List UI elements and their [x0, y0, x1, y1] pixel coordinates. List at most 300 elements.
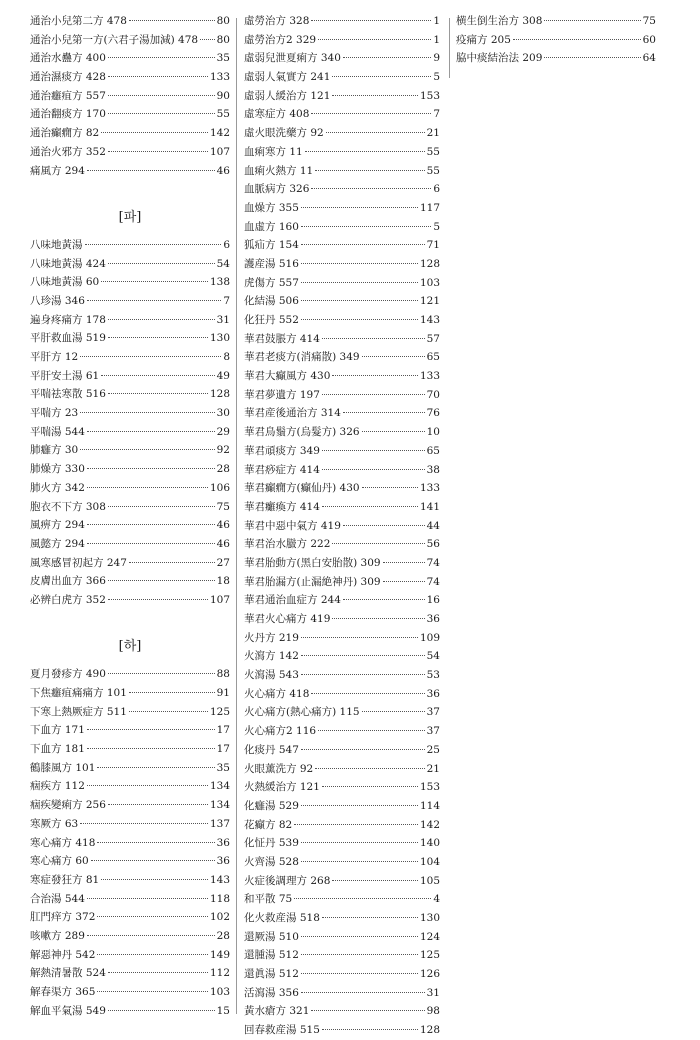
entry-title: 華君中惡中氣方 419	[244, 519, 341, 532]
dot-leader	[101, 879, 208, 880]
page-number: 124	[419, 930, 440, 943]
entry-title: 痛風方 294	[30, 164, 85, 177]
page-number: 44	[426, 519, 440, 532]
dot-leader	[101, 375, 214, 376]
entry-title: 下寒上熱厥症方 511	[30, 705, 127, 718]
dot-leader	[108, 57, 215, 58]
page-number: 35	[216, 761, 230, 774]
entry-title: 火症後調理方 268	[244, 874, 331, 887]
page-number: 1	[433, 15, 440, 27]
entry-title: 華君痧症方 414	[244, 463, 320, 476]
dot-leader	[322, 917, 418, 918]
dot-leader	[305, 151, 425, 152]
page-number: 104	[419, 855, 440, 868]
entry-title: 火瀉湯 543	[244, 669, 299, 682]
index-entry	[456, 49, 656, 68]
page-number: 134	[209, 780, 230, 793]
dot-leader	[301, 936, 418, 937]
entry-title: 虛弱人氣實方 241	[244, 71, 331, 84]
dot-leader	[544, 57, 640, 58]
page-number: 80	[216, 15, 230, 27]
dot-leader	[301, 244, 425, 245]
index-entry	[30, 554, 230, 573]
page-number: 35	[216, 52, 230, 65]
index-entry	[244, 348, 440, 367]
dot-leader	[318, 39, 431, 40]
index-entry	[244, 442, 440, 461]
index-entry	[244, 666, 440, 685]
dot-leader	[332, 618, 424, 619]
entry-title: 虛勞治方2 329	[244, 33, 317, 46]
dot-leader	[513, 39, 641, 40]
page-number: 21	[426, 762, 440, 775]
dot-leader	[362, 356, 425, 357]
dot-leader	[301, 300, 418, 301]
entry-title: 平肝安土湯 61	[30, 369, 100, 382]
page-number: 149	[209, 948, 230, 961]
page-number: 36	[426, 613, 440, 625]
dot-leader	[97, 767, 214, 768]
page-number: 28	[216, 929, 230, 942]
entry-title: 肛門痒方 372	[30, 911, 96, 924]
page-number: 7	[223, 294, 230, 307]
index-entry	[244, 778, 440, 797]
index-entry	[244, 330, 440, 349]
entry-title: 虛勞治方 328	[244, 15, 310, 27]
entry-title: 華君治水臌方 222	[244, 538, 331, 551]
entry-title: 通治癰疽方 557	[30, 89, 106, 102]
index-entry	[30, 385, 230, 404]
dot-leader	[311, 693, 424, 694]
entry-title: 寒厥方 63	[30, 817, 79, 830]
page-number: 107	[209, 593, 230, 606]
page-number: 125	[419, 949, 440, 962]
entry-title: 平喘湯 544	[30, 425, 85, 438]
page-number: 112	[209, 967, 230, 980]
dot-leader	[311, 188, 431, 189]
index-entry	[30, 815, 230, 834]
dot-leader	[108, 263, 215, 264]
index-entry	[244, 236, 440, 255]
dot-leader	[97, 954, 208, 955]
page-number: 106	[209, 481, 230, 494]
page-number: 90	[216, 89, 230, 102]
entry-title: 平喘祛寒散 516	[30, 388, 106, 401]
entry-title: 虛火眼洗藥方 92	[244, 127, 324, 140]
dot-leader	[315, 170, 424, 171]
page-number: 76	[426, 407, 440, 420]
entry-title: 寒心痛方 418	[30, 836, 96, 849]
entry-title: 寒心痛方 60	[30, 855, 89, 868]
dot-leader	[108, 972, 208, 973]
entry-title: 火齊湯 528	[244, 855, 299, 868]
entry-title: 通治小兒第一方(六君子湯加減) 478	[30, 33, 199, 46]
dot-leader	[322, 1029, 418, 1030]
page-number: 140	[419, 837, 440, 850]
dot-leader	[326, 132, 425, 133]
index-entry	[30, 105, 230, 124]
dot-leader	[108, 113, 215, 114]
dot-leader	[108, 673, 215, 674]
dot-leader	[87, 487, 208, 488]
index-entry	[30, 423, 230, 442]
entry-title: 皮膚出血方 366	[30, 575, 106, 588]
dot-leader	[108, 804, 208, 805]
index-entry	[30, 927, 230, 946]
dot-leader	[343, 57, 431, 58]
index-entry	[456, 31, 656, 50]
entry-title: 狐疝方 154	[244, 239, 299, 252]
entry-title: 華君産後通治方 314	[244, 407, 341, 420]
dot-leader	[87, 170, 215, 171]
dot-leader	[108, 1010, 215, 1011]
dot-leader	[80, 412, 214, 413]
dot-leader	[108, 95, 215, 96]
index-entry	[456, 12, 656, 31]
index-entry	[30, 479, 230, 498]
page-number: 65	[426, 351, 440, 364]
index-entry	[244, 386, 440, 405]
index-entry	[30, 31, 230, 50]
page-number: 56	[426, 538, 440, 551]
entry-title: 回春救産湯 515	[244, 1024, 320, 1037]
dot-leader	[87, 785, 208, 786]
dot-leader	[311, 113, 431, 114]
index-entry	[30, 143, 230, 162]
page-number: 7	[433, 108, 440, 121]
entry-title: 痼疾方 112	[30, 780, 85, 793]
dot-leader	[332, 76, 431, 77]
index-entry	[30, 498, 230, 517]
dot-leader	[101, 281, 208, 282]
index-entry	[244, 984, 440, 1003]
entry-title: 合治湯 544	[30, 892, 85, 905]
entry-title: 火瀉方 142	[244, 650, 299, 663]
entry-title: 通治火邪方 352	[30, 145, 106, 158]
page-number: 118	[209, 892, 230, 905]
entry-title: 血燥方 355	[244, 201, 299, 214]
dot-leader	[87, 524, 215, 525]
index-entry	[244, 816, 440, 835]
dot-leader	[301, 655, 425, 656]
dot-leader	[85, 244, 222, 245]
entry-title: 八味地黃湯	[30, 238, 83, 251]
index-entry	[244, 834, 440, 853]
entry-title: 虛弱兒泄夏痢方 340	[244, 52, 341, 65]
index-entry	[244, 162, 440, 181]
page-number: 10	[426, 426, 440, 439]
page-number: 46	[216, 164, 230, 177]
entry-title: 疫痛方 205	[456, 33, 511, 46]
dot-leader	[87, 300, 221, 301]
dot-leader	[87, 543, 215, 544]
dot-leader	[301, 637, 418, 638]
page-number: 38	[426, 463, 440, 476]
entry-title: 化癰湯 529	[244, 799, 299, 812]
page-number: 98	[426, 1005, 440, 1018]
page-number: 5	[433, 71, 440, 84]
page-number: 6	[223, 238, 230, 251]
index-entry	[30, 236, 230, 255]
index-entry	[244, 105, 440, 124]
page-number: 109	[419, 631, 440, 644]
index-entry	[244, 741, 440, 760]
index-entry	[244, 423, 440, 442]
index-entry	[244, 573, 440, 592]
dot-leader	[87, 468, 215, 469]
page-number: 31	[216, 313, 230, 326]
page-number: 9	[433, 52, 440, 65]
entry-title: 虛寒症方 408	[244, 108, 310, 121]
page-number: 60	[642, 33, 656, 46]
entry-title: 花癲方 82	[244, 818, 293, 831]
page-number: 107	[209, 145, 230, 158]
dot-leader	[343, 599, 425, 600]
entry-title: 華君胎漏方(止漏絶神丹) 309	[244, 575, 381, 588]
index-entry	[30, 777, 230, 796]
dot-leader	[301, 805, 418, 806]
page-number: 36	[426, 687, 440, 700]
index-entry	[30, 348, 230, 367]
entry-title: 解春渠方 365	[30, 986, 96, 998]
page-number: 133	[209, 71, 230, 84]
dot-leader	[343, 412, 425, 413]
page-number: 64	[642, 52, 656, 65]
index-entry	[30, 311, 230, 330]
entry-title: 風痹方 294	[30, 519, 85, 532]
entry-title: 横生倒生治方 308	[456, 15, 543, 27]
entry-title: 華君火心痛方 419	[244, 613, 331, 625]
index-entry	[244, 274, 440, 293]
page-number: 70	[426, 388, 440, 401]
page-number: 128	[209, 388, 230, 401]
dot-leader	[108, 599, 208, 600]
page-number: 8	[223, 351, 230, 363]
index-entry	[244, 311, 440, 330]
index-entry	[244, 68, 440, 87]
entry-title: 寒症發狂方 81	[30, 873, 100, 886]
dot-leader	[97, 842, 214, 843]
page-number: 138	[209, 276, 230, 289]
entry-title: 平喘方 23	[30, 407, 79, 420]
index-entry	[244, 946, 440, 965]
dot-leader	[322, 394, 425, 395]
dot-leader	[108, 337, 208, 338]
page-number: 141	[419, 500, 440, 513]
index-entry	[30, 1002, 230, 1021]
page-number: 133	[419, 482, 440, 495]
entry-title: 血脈病方 326	[244, 183, 310, 196]
page-number: 103	[419, 276, 440, 289]
page-number: 16	[426, 594, 440, 607]
page-number: 55	[216, 108, 230, 121]
entry-title: 脇中痰結治法 209	[456, 52, 543, 65]
entry-title: 火心痛方(熱心痛方) 115	[244, 706, 360, 719]
entry-title: 平肝方 12	[30, 351, 79, 363]
dot-leader	[294, 824, 418, 825]
entry-title: 火丹方 219	[244, 631, 299, 644]
page-number: 46	[216, 519, 230, 532]
dot-leader	[301, 954, 418, 955]
page-number: 54	[216, 257, 230, 270]
entry-title: 化結湯 506	[244, 295, 299, 308]
page-number: 6	[433, 183, 440, 196]
page-number: 142	[419, 818, 440, 831]
page-number: 117	[419, 201, 440, 214]
dot-leader	[200, 39, 215, 40]
entry-title: 華君大癲風方 430	[244, 370, 331, 383]
dot-leader	[108, 506, 215, 507]
dot-leader	[315, 768, 424, 769]
page-number: 55	[426, 164, 440, 177]
index-entry	[244, 367, 440, 386]
index-entry	[244, 1021, 440, 1040]
dot-leader	[97, 991, 208, 992]
entry-title: 肺火方 342	[30, 481, 85, 494]
page-number: 49	[216, 369, 230, 382]
entry-title: 解血平氣湯 549	[30, 1004, 106, 1017]
dot-leader	[301, 861, 418, 862]
index-entry	[30, 591, 230, 610]
dot-leader	[318, 730, 425, 731]
page-number: 128	[419, 257, 440, 270]
entry-title: 和平散 75	[244, 893, 293, 906]
index-entry	[244, 928, 440, 947]
index-entry	[244, 49, 440, 68]
dot-leader	[301, 992, 425, 993]
page-number: 134	[209, 799, 230, 812]
dot-leader	[129, 562, 215, 563]
index-entry	[244, 965, 440, 984]
page-number: 153	[419, 781, 440, 794]
dot-leader	[108, 393, 208, 394]
index-entry	[244, 685, 440, 704]
page-number: 27	[216, 556, 230, 569]
index-column-2	[244, 12, 440, 1040]
page-number: 31	[426, 986, 440, 999]
page-number: 74	[426, 575, 440, 588]
index-entry	[30, 721, 230, 740]
dot-leader	[322, 786, 418, 787]
column-divider-1	[236, 18, 237, 1014]
page-number: 105	[419, 874, 440, 887]
entry-title: 夏月發疹方 490	[30, 668, 106, 681]
index-entry	[244, 647, 440, 666]
page-number: 126	[419, 968, 440, 981]
entry-title: 華君夢遺方 197	[244, 388, 320, 401]
dot-leader	[301, 207, 418, 208]
entry-title: 還厥湯 510	[244, 930, 299, 943]
index-entry	[244, 1002, 440, 1021]
entry-title: 八珍湯 346	[30, 294, 85, 307]
entry-title: 火熱緩治方 121	[244, 781, 320, 794]
dot-leader	[108, 151, 208, 152]
index-entry	[244, 703, 440, 722]
page-number: 1	[433, 33, 440, 46]
entry-title: 咳嗽方 289	[30, 929, 85, 942]
index-entry	[30, 908, 230, 927]
dot-leader	[343, 525, 425, 526]
dot-leader	[322, 506, 418, 507]
index-entry	[30, 460, 230, 479]
entry-title: 還眞湯 512	[244, 968, 299, 981]
page-number: 29	[216, 425, 230, 438]
entry-title: 下血方 171	[30, 724, 85, 737]
dot-leader	[108, 319, 215, 320]
page-number: 153	[419, 89, 440, 102]
page-number: 137	[209, 817, 230, 830]
dot-leader	[80, 449, 214, 450]
index-entry	[244, 517, 440, 536]
page-number: 53	[426, 669, 440, 682]
entry-title: 通治翻痰方 170	[30, 108, 106, 121]
dot-leader	[332, 375, 418, 376]
dot-leader	[129, 711, 208, 712]
dot-leader	[332, 95, 418, 96]
dot-leader	[301, 749, 425, 750]
index-entry	[244, 404, 440, 423]
page-number: 130	[209, 332, 230, 345]
page-number: 92	[216, 444, 230, 457]
page-number: 36	[216, 855, 230, 868]
index-entry	[244, 591, 440, 610]
index-entry	[244, 853, 440, 872]
page-number: 37	[426, 725, 440, 738]
index-column-3	[456, 12, 656, 68]
page-number: 65	[426, 444, 440, 457]
index-entry	[30, 162, 230, 181]
index-entry	[30, 516, 230, 535]
entry-title: 八味地黃湯 424	[30, 257, 106, 270]
entry-title: 華君胎動方(黑白安胎散) 309	[244, 556, 381, 569]
dot-leader	[87, 748, 215, 749]
page-number: 5	[433, 220, 440, 233]
entry-title: 風懿方 294	[30, 537, 85, 550]
dot-leader	[301, 842, 418, 843]
page-number: 25	[426, 743, 440, 756]
column-divider-2	[449, 18, 450, 78]
entry-title: 平肝救血湯 519	[30, 332, 106, 345]
entry-title: 華君頑痰方 349	[244, 444, 320, 457]
entry-title: 華君癱瘓方 414	[244, 500, 320, 513]
section-header: [하]	[118, 639, 142, 655]
dot-leader	[87, 431, 215, 432]
index-entry	[244, 535, 440, 554]
entry-title: 火心痛方 418	[244, 687, 310, 700]
dot-leader	[383, 562, 425, 563]
entry-title: 肺燥方 330	[30, 463, 85, 476]
page-number: 18	[216, 575, 230, 588]
entry-title: 鶴膝風方 101	[30, 761, 96, 774]
entry-title: 血虛方 160	[244, 220, 299, 233]
index-entry	[244, 872, 440, 891]
index-entry	[244, 461, 440, 480]
index-entry	[30, 572, 230, 591]
index-entry	[30, 665, 230, 684]
dot-leader	[322, 338, 425, 339]
page-number: 143	[419, 314, 440, 326]
index-entry	[30, 68, 230, 87]
index-entry	[244, 12, 440, 31]
index-entry	[30, 740, 230, 759]
entry-title: 華君老痰方(消痛散) 349	[244, 351, 360, 364]
entry-title: 胞衣不下方 308	[30, 500, 106, 513]
spacer	[30, 610, 230, 629]
page-number: 75	[216, 500, 230, 513]
entry-title: 活瀉湯 356	[244, 986, 299, 999]
entry-title: 化火救産湯 518	[244, 912, 320, 924]
dot-leader	[544, 20, 640, 21]
